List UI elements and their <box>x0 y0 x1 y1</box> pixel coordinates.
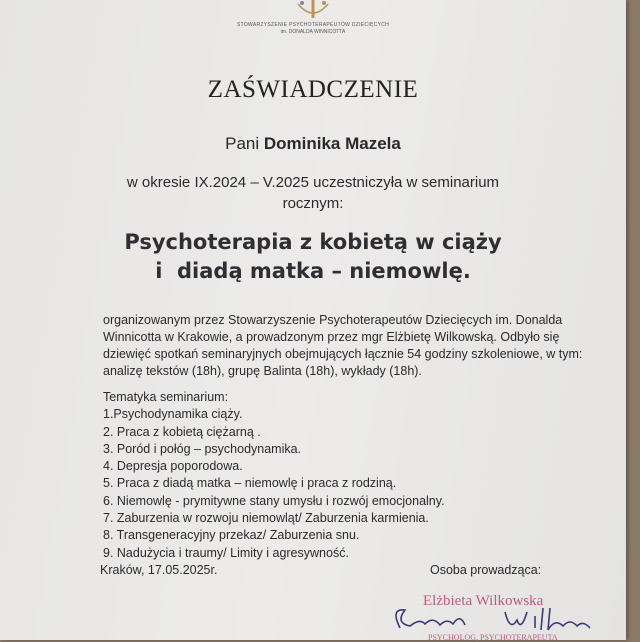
topic-item: 5. Praca z diadą matka – niemowlę i praca z rodziną. <box>103 476 397 491</box>
person-label: Osoba prowadząca: <box>430 563 542 577</box>
association-logo <box>288 0 338 20</box>
period-line: rocznym: <box>282 195 344 212</box>
recipient <box>0 134 626 154</box>
seminar-title-line: Psychoterapia z kobietą w ciąży <box>124 230 502 254</box>
recipient-name: Dominika Mazela <box>263 134 401 153</box>
period-line: w okresie IX.2024 – V.2025 uczestniczyła w seminarium <box>126 174 500 191</box>
seminar-title <box>0 228 626 286</box>
seminar-title-line: i diadą matka – niemowlę. <box>155 259 471 283</box>
stamp-title: PSYCHOLOG, PSYCHOTERAPEUTA <box>428 633 558 642</box>
signature <box>385 598 605 638</box>
organization-name: STOWARZYSZENIE PSYCHOTERAPEUTÓW DZIECIĘCYCH <box>236 22 390 28</box>
recipient-prefix: Pani <box>225 134 264 153</box>
description: organizowanym przez Stowarzyszenie Psychoterapeutów Dziecięcych im. Donalda Winnicotta w Krakowie, a prowadzonym przez mgr Elżbietę Wilkowską. Odbyło się dziewięć spotkań seminaryjnych obejmujących łącznie 54 godziny szkoleniowe, w tym: analizę tekstów (18h), grupę Balinta (18h), wykłady (18h). <box>103 313 583 378</box>
period-text <box>0 172 626 214</box>
topic-item: 3. Poród i połóg – psychodynamika. <box>103 441 302 456</box>
topic-item: 8. Transgeneracyjny przekaz/ Zaburzenia snu. <box>103 528 360 543</box>
topics-heading: Tematyka seminarium: <box>103 390 229 404</box>
topic-item: 2. Praca z kobietą ciężarną . <box>103 424 261 439</box>
topic-item: 4. Depresja poporodowa. <box>103 459 243 474</box>
topic-item: 1.Psychodynamika ciąży. <box>103 407 243 422</box>
topics-list <box>103 389 445 562</box>
topic-item: 6. Niemowlę - prymitywne stany umysłu i rozwój emocjonalny. <box>103 493 445 508</box>
document-title: ZAŚWIADCZENIE <box>207 76 419 103</box>
issue-date: Kraków, 17.05.2025r. <box>100 563 218 577</box>
organization-subname: im. DONALDA WINNICOTTA <box>280 29 346 35</box>
stamp-name: Elżbieta Wilkowska <box>423 593 544 609</box>
topic-item: 7. Zaburzenia w rozwoju niemowląt/ Zaburzenia karmienia. <box>103 511 429 526</box>
topic-item: 9. Nadużycia i traumy/ Limity i agresywność. <box>103 545 349 560</box>
